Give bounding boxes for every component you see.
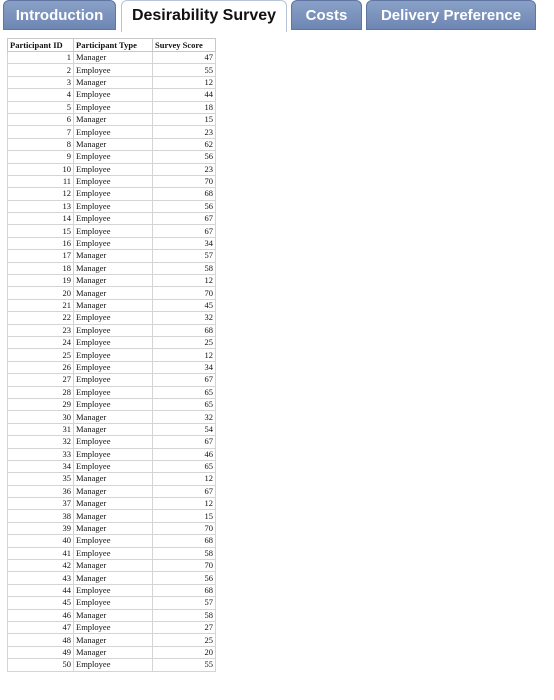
cell-participant-type[interactable]: Manager — [74, 510, 153, 522]
cell-participant-id[interactable]: 10 — [8, 163, 74, 175]
table-row — [8, 151, 216, 163]
table-row — [8, 237, 216, 249]
cell-survey-score[interactable]: 58 — [153, 262, 216, 274]
cell-participant-type[interactable]: Manager — [74, 299, 153, 311]
cell-survey-score[interactable]: 32 — [153, 312, 216, 324]
cell-participant-id[interactable]: 26 — [8, 361, 74, 373]
cell-participant-type[interactable]: Manager — [74, 572, 153, 584]
cell-participant-type[interactable]: Manager — [74, 138, 153, 150]
table-row — [8, 275, 216, 287]
cell-participant-id[interactable]: 36 — [8, 485, 74, 497]
cell-survey-score[interactable]: 62 — [153, 138, 216, 150]
cell-participant-type[interactable]: Manager — [74, 52, 153, 64]
table-row — [8, 324, 216, 336]
cell-participant-id[interactable]: 9 — [8, 151, 74, 163]
cell-survey-score[interactable]: 15 — [153, 113, 216, 125]
cell-participant-type[interactable]: Manager — [74, 262, 153, 274]
table-row — [8, 287, 216, 299]
spreadsheet-area — [7, 38, 216, 672]
cell-survey-score[interactable]: 12 — [153, 349, 216, 361]
cell-participant-id[interactable]: 46 — [8, 609, 74, 621]
cell-survey-score[interactable]: 57 — [153, 597, 216, 609]
cell-survey-score[interactable]: 55 — [153, 64, 216, 76]
cell-participant-type[interactable]: Manager — [74, 113, 153, 125]
table-row — [8, 398, 216, 410]
cell-participant-type[interactable]: Employee — [74, 535, 153, 547]
cell-participant-type[interactable]: Manager — [74, 473, 153, 485]
tab-delivery-preference[interactable]: Delivery Preference — [366, 0, 536, 30]
cell-participant-type[interactable]: Employee — [74, 200, 153, 212]
cell-survey-score[interactable]: 12 — [153, 275, 216, 287]
table-row — [8, 436, 216, 448]
table-row — [8, 113, 216, 125]
cell-participant-type[interactable]: Manager — [74, 250, 153, 262]
cell-participant-type[interactable]: Employee — [74, 64, 153, 76]
cell-survey-score[interactable]: 70 — [153, 522, 216, 534]
cell-participant-id[interactable]: 7 — [8, 126, 74, 138]
cell-participant-id[interactable]: 8 — [8, 138, 74, 150]
cell-survey-score[interactable]: 67 — [153, 225, 216, 237]
table-row — [8, 361, 216, 373]
cell-participant-id[interactable]: 5 — [8, 101, 74, 113]
table-row — [8, 498, 216, 510]
cell-participant-type[interactable]: Employee — [74, 374, 153, 386]
cell-survey-score[interactable]: 55 — [153, 659, 216, 671]
cell-participant-id[interactable]: 1 — [8, 52, 74, 64]
cell-survey-score[interactable]: 67 — [153, 485, 216, 497]
cell-participant-type[interactable]: Employee — [74, 349, 153, 361]
table-row — [8, 188, 216, 200]
table-row — [8, 584, 216, 596]
table-row — [8, 423, 216, 435]
cell-participant-type[interactable]: Manager — [74, 287, 153, 299]
cell-participant-id[interactable]: 4 — [8, 89, 74, 101]
cell-survey-score[interactable]: 56 — [153, 200, 216, 212]
cell-participant-id[interactable]: 23 — [8, 324, 74, 336]
survey-table — [7, 38, 216, 672]
table-row — [8, 200, 216, 212]
cell-participant-id[interactable]: 25 — [8, 349, 74, 361]
cell-participant-type[interactable]: Manager — [74, 411, 153, 423]
cell-participant-id[interactable]: 12 — [8, 188, 74, 200]
cell-participant-type[interactable]: Employee — [74, 324, 153, 336]
cell-survey-score[interactable]: 47 — [153, 52, 216, 64]
cell-participant-type[interactable]: Employee — [74, 436, 153, 448]
table-row — [8, 101, 216, 113]
table-row — [8, 163, 216, 175]
cell-participant-id[interactable]: 30 — [8, 411, 74, 423]
cell-survey-score[interactable]: 23 — [153, 163, 216, 175]
cell-survey-score[interactable]: 25 — [153, 634, 216, 646]
table-row — [8, 299, 216, 311]
cell-participant-id[interactable]: 3 — [8, 76, 74, 88]
cell-participant-id[interactable]: 50 — [8, 659, 74, 671]
cell-survey-score[interactable]: 12 — [153, 498, 216, 510]
cell-survey-score[interactable]: 32 — [153, 411, 216, 423]
cell-participant-id[interactable]: 45 — [8, 597, 74, 609]
cell-survey-score[interactable]: 18 — [153, 101, 216, 113]
cell-survey-score[interactable]: 68 — [153, 535, 216, 547]
cell-participant-type[interactable]: Employee — [74, 336, 153, 348]
cell-participant-id[interactable]: 29 — [8, 398, 74, 410]
cell-participant-id[interactable]: 49 — [8, 646, 74, 658]
cell-participant-id[interactable]: 48 — [8, 634, 74, 646]
cell-survey-score[interactable]: 56 — [153, 572, 216, 584]
cell-survey-score[interactable]: 70 — [153, 287, 216, 299]
cell-survey-score[interactable]: 67 — [153, 213, 216, 225]
cell-participant-id[interactable]: 2 — [8, 64, 74, 76]
table-row — [8, 646, 216, 658]
table-row — [8, 547, 216, 559]
cell-survey-score[interactable]: 20 — [153, 646, 216, 658]
cell-participant-type[interactable]: Employee — [74, 188, 153, 200]
cell-participant-type[interactable]: Employee — [74, 398, 153, 410]
cell-participant-type[interactable]: Employee — [74, 163, 153, 175]
cell-participant-id[interactable]: 41 — [8, 547, 74, 559]
cell-participant-id[interactable]: 32 — [8, 436, 74, 448]
table-row — [8, 312, 216, 324]
cell-participant-type[interactable]: Manager — [74, 485, 153, 497]
cell-survey-score[interactable]: 57 — [153, 250, 216, 262]
cell-participant-id[interactable]: 47 — [8, 621, 74, 633]
table-row — [8, 448, 216, 460]
table-row — [8, 250, 216, 262]
cell-participant-id[interactable]: 28 — [8, 386, 74, 398]
header-survey-score[interactable]: Survey Score — [153, 39, 216, 52]
table-row — [8, 76, 216, 88]
cell-participant-type[interactable]: Employee — [74, 584, 153, 596]
table-row — [8, 460, 216, 472]
cell-participant-type[interactable]: Manager — [74, 609, 153, 621]
cell-participant-id[interactable]: 27 — [8, 374, 74, 386]
cell-survey-score[interactable]: 34 — [153, 237, 216, 249]
cell-participant-type[interactable]: Employee — [74, 175, 153, 187]
cell-participant-id[interactable]: 15 — [8, 225, 74, 237]
cell-participant-type[interactable]: Employee — [74, 448, 153, 460]
table-row — [8, 535, 216, 547]
cell-survey-score[interactable]: 27 — [153, 621, 216, 633]
table-row — [8, 374, 216, 386]
cell-participant-type[interactable]: Manager — [74, 634, 153, 646]
cell-participant-id[interactable]: 38 — [8, 510, 74, 522]
cell-participant-id[interactable]: 42 — [8, 560, 74, 572]
cell-participant-type[interactable]: Employee — [74, 225, 153, 237]
table-row — [8, 349, 216, 361]
table-row — [8, 560, 216, 572]
cell-participant-id[interactable]: 31 — [8, 423, 74, 435]
cell-participant-id[interactable]: 34 — [8, 460, 74, 472]
table-row — [8, 473, 216, 485]
cell-participant-id[interactable]: 40 — [8, 535, 74, 547]
cell-participant-type[interactable]: Manager — [74, 498, 153, 510]
sheet-tab-bar — [0, 0, 554, 32]
cell-participant-id[interactable]: 33 — [8, 448, 74, 460]
cell-participant-id[interactable]: 18 — [8, 262, 74, 274]
cell-participant-type[interactable]: Manager — [74, 522, 153, 534]
cell-participant-id[interactable]: 13 — [8, 200, 74, 212]
cell-participant-type[interactable]: Manager — [74, 275, 153, 287]
cell-participant-id[interactable]: 24 — [8, 336, 74, 348]
cell-participant-id[interactable]: 19 — [8, 275, 74, 287]
cell-participant-type[interactable]: Manager — [74, 423, 153, 435]
table-header-row — [8, 39, 216, 52]
cell-participant-id[interactable]: 22 — [8, 312, 74, 324]
cell-participant-type[interactable]: Employee — [74, 460, 153, 472]
cell-participant-type[interactable]: Employee — [74, 361, 153, 373]
cell-participant-type[interactable]: Employee — [74, 386, 153, 398]
cell-participant-id[interactable]: 16 — [8, 237, 74, 249]
table-row — [8, 386, 216, 398]
cell-survey-score[interactable]: 56 — [153, 151, 216, 163]
table-row — [8, 89, 216, 101]
table-row — [8, 336, 216, 348]
cell-survey-score[interactable]: 67 — [153, 436, 216, 448]
cell-survey-score[interactable]: 65 — [153, 460, 216, 472]
cell-participant-id[interactable]: 11 — [8, 175, 74, 187]
cell-participant-type[interactable]: Employee — [74, 597, 153, 609]
cell-participant-type[interactable]: Employee — [74, 89, 153, 101]
cell-survey-score[interactable]: 12 — [153, 76, 216, 88]
cell-survey-score[interactable]: 67 — [153, 374, 216, 386]
table-row — [8, 572, 216, 584]
cell-participant-id[interactable]: 14 — [8, 213, 74, 225]
table-row — [8, 659, 216, 671]
table-row — [8, 510, 216, 522]
cell-survey-score[interactable]: 68 — [153, 584, 216, 596]
table-row — [8, 126, 216, 138]
cell-participant-type[interactable]: Manager — [74, 76, 153, 88]
table-row — [8, 175, 216, 187]
cell-participant-type[interactable]: Employee — [74, 659, 153, 671]
table-row — [8, 609, 216, 621]
header-participant-id[interactable]: Participant ID — [8, 39, 74, 52]
table-row — [8, 138, 216, 150]
table-row — [8, 621, 216, 633]
cell-participant-type[interactable]: Manager — [74, 560, 153, 572]
cell-survey-score[interactable]: 34 — [153, 361, 216, 373]
table-row — [8, 634, 216, 646]
tab-costs[interactable]: Costs — [291, 0, 362, 30]
cell-survey-score[interactable]: 12 — [153, 473, 216, 485]
table-row — [8, 52, 216, 64]
cell-participant-id[interactable]: 6 — [8, 113, 74, 125]
cell-survey-score[interactable]: 68 — [153, 324, 216, 336]
table-row — [8, 485, 216, 497]
cell-participant-type[interactable]: Employee — [74, 126, 153, 138]
table-row — [8, 522, 216, 534]
cell-survey-score[interactable]: 23 — [153, 126, 216, 138]
cell-participant-type[interactable]: Employee — [74, 101, 153, 113]
table-row — [8, 262, 216, 274]
cell-participant-type[interactable]: Employee — [74, 237, 153, 249]
cell-participant-id[interactable]: 17 — [8, 250, 74, 262]
cell-survey-score[interactable]: 54 — [153, 423, 216, 435]
table-row — [8, 64, 216, 76]
cell-participant-id[interactable]: 43 — [8, 572, 74, 584]
table-row — [8, 411, 216, 423]
cell-survey-score[interactable]: 58 — [153, 547, 216, 559]
cell-participant-id[interactable]: 39 — [8, 522, 74, 534]
cell-participant-id[interactable]: 44 — [8, 584, 74, 596]
cell-participant-id[interactable]: 20 — [8, 287, 74, 299]
cell-survey-score[interactable]: 44 — [153, 89, 216, 101]
cell-survey-score[interactable]: 70 — [153, 560, 216, 572]
cell-survey-score[interactable]: 15 — [153, 510, 216, 522]
cell-participant-type[interactable]: Employee — [74, 547, 153, 559]
cell-survey-score[interactable]: 25 — [153, 336, 216, 348]
cell-participant-id[interactable]: 21 — [8, 299, 74, 311]
table-row — [8, 597, 216, 609]
table-body — [8, 52, 216, 672]
tab-desirability-survey[interactable]: Desirability Survey — [121, 0, 287, 32]
cell-survey-score[interactable]: 68 — [153, 188, 216, 200]
cell-participant-type[interactable]: Employee — [74, 151, 153, 163]
cell-survey-score[interactable]: 46 — [153, 448, 216, 460]
cell-survey-score[interactable]: 45 — [153, 299, 216, 311]
cell-participant-type[interactable]: Manager — [74, 646, 153, 658]
cell-survey-score[interactable]: 65 — [153, 386, 216, 398]
table-row — [8, 213, 216, 225]
header-participant-type[interactable]: Participant Type — [74, 39, 153, 52]
cell-participant-id[interactable]: 37 — [8, 498, 74, 510]
cell-participant-type[interactable]: Employee — [74, 312, 153, 324]
cell-survey-score[interactable]: 70 — [153, 175, 216, 187]
tab-introduction[interactable]: Introduction — [3, 0, 116, 30]
cell-survey-score[interactable]: 58 — [153, 609, 216, 621]
cell-participant-id[interactable]: 35 — [8, 473, 74, 485]
cell-survey-score[interactable]: 65 — [153, 398, 216, 410]
table-row — [8, 225, 216, 237]
cell-participant-type[interactable]: Employee — [74, 213, 153, 225]
cell-participant-type[interactable]: Employee — [74, 621, 153, 633]
